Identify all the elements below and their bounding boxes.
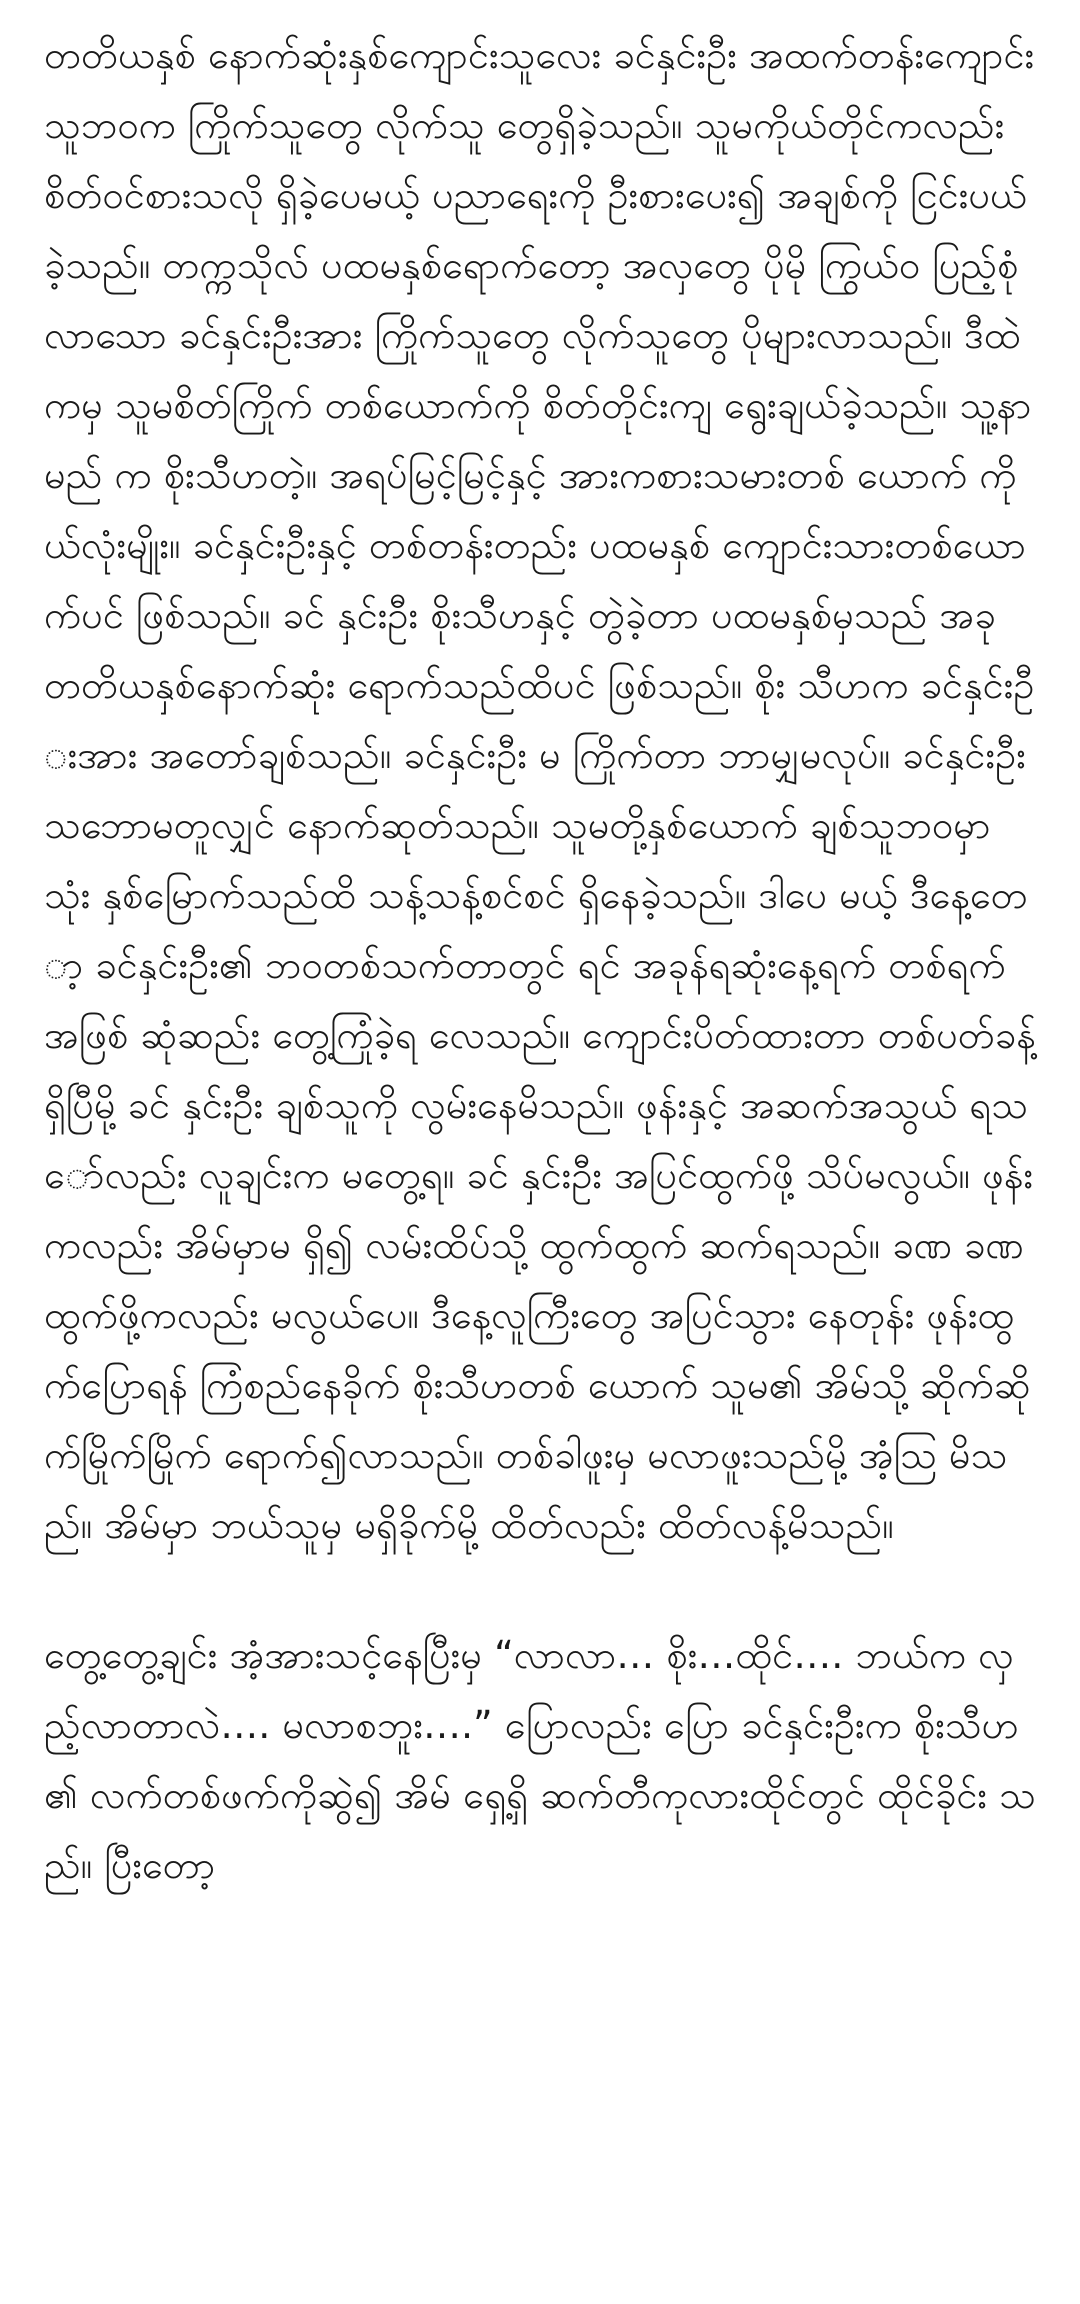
- story-paragraph-2: တွေ့တွေ့ချင်း အံ့အားသင့်နေပြီးမှ “လာလာ… စိုး…ထိုင်…. ဘယ်က လှည့်လာတာလဲ…. မလာစဘူး….” ပြောလည်း ပြော ခင်နှင်းဦးက စိုးသီဟ၏ လက်တစ်ဖက်ကိုဆွဲ၍ အိမ် ရှေ့ရှိ ဆက်တီကုလားထိုင်တွင် ထိုင်ခိုင်း သည်။ ပြီးတော့: [44, 1633, 1036, 1887]
- paragraph-spacer: [44, 1560, 1036, 1620]
- story-paragraph-1: တတိယနှစ် နောက်ဆုံးနှစ်ကျောင်းသူလေး ခင်နှင်းဦး အထက်တန်းကျောင်းသူဘဝက ကြိုက်သူတွေ လိုက်သူ တွေရှိခဲ့သည်။ သူမကိုယ်တိုင်ကလည်း စိတ်ဝင်စားသလို ရှိခဲ့ပေမယ့် ပညာရေးကို ဦးစားပေး၍ အချစ်ကို ငြင်းပယ် ခဲ့သည်။ တက္ကသိုလ် ပထမနှစ်ရောက်တော့ အလှတွေ ပိုမို ကြွယ်ဝ ပြည့်စုံလာသော ခင်နှင်းဦးအား ကြိုက်သူတွေ လိုက်သူတွေ ပိုများလာသည်။ ဒီထဲကမှ သူမစိတ်ကြိုက် တစ်ယောက်ကို စိတ်တိုင်းကျ ရွေးချယ်ခဲ့သည်။ သူ့နာမည် က စိုးသီဟတဲ့။ အရပ်မြင့်မြင့်နှင့် အားကစားသမားတစ် ယောက် ကိုယ်လုံးမျိုး။ ခင်နှင်းဦးနှင့် တစ်တန်းတည်း ပထမနှစ် ကျောင်းသားတစ်ယောက်ပင် ဖြစ်သည်။ ခင် နှင်းဦး စိုးသီဟနှင့် တွဲခဲ့တာ ပထမနှစ်မှသည် အခု တတိယနှစ်နောက်ဆုံး ရောက်သည်ထိပင် ဖြစ်သည်။ စိုး သီဟက ခင်နှင်းဦးအား အတော်ချစ်သည်။ ခင်နှင်းဦး မ ကြိုက်တာ ဘာမျှမလုပ်။ ခင်နှင်းဦး သဘောမတူလျှင် နောက်ဆုတ်သည်။ သူမတို့နှစ်ယောက် ချစ်သူဘဝမှာ သုံး နှစ်မြောက်သည်ထိ သန့်သန့်စင်စင် ရှိနေခဲ့သည်။ ဒါပေ မယ့် ဒီနေ့တော့ ခင်နှင်းဦး၏ ဘဝတစ်သက်တာတွင် ရင် အခုန်ရဆုံးနေ့ရက် တစ်ရက်အဖြစ် ဆုံဆည်း တွေ့ကြုံခဲ့ရ လေသည်။ ကျောင်းပိတ်ထားတာ တစ်ပတ်ခန့်ရှိပြီမို့ ခင် နှင်းဦး ချစ်သူကို လွမ်းနေမိသည်။ ဖုန်းနှင့် အဆက်အသွယ် ရသော်လည်း လူချင်းက မတွေ့ရ။ ခင် နှင်းဦး အပြင်ထွက်ဖို့ သိပ်မလွယ်။ ဖုန်းကလည်း အိမ်မှာမ ရှိ၍ လမ်းထိပ်သို့ ထွက်ထွက် ဆက်ရသည်။ ခဏ ခဏ ထွက်ဖို့ကလည်း မလွယ်ပေ။ ဒီနေ့လူကြီးတွေ အပြင်သွား နေတုန်း ဖုန်းထွက်ပြောရန် ကြံစည်နေခိုက် စိုးသီဟတစ် ယောက် သူမ၏ အိမ်သို့ ဆိုက်ဆိုက်မြိုက်မြိုက် ရောက်၍လာသည်။ တစ်ခါဖူးမှ မလာဖူးသည်မို့ အံ့သြ မိသည်။ အိမ်မှာ ဘယ်သူမှ မရှိခိုက်မို့ ထိတ်လည်း ထိတ်လန့်မိသည်။: [44, 33, 1036, 1547]
